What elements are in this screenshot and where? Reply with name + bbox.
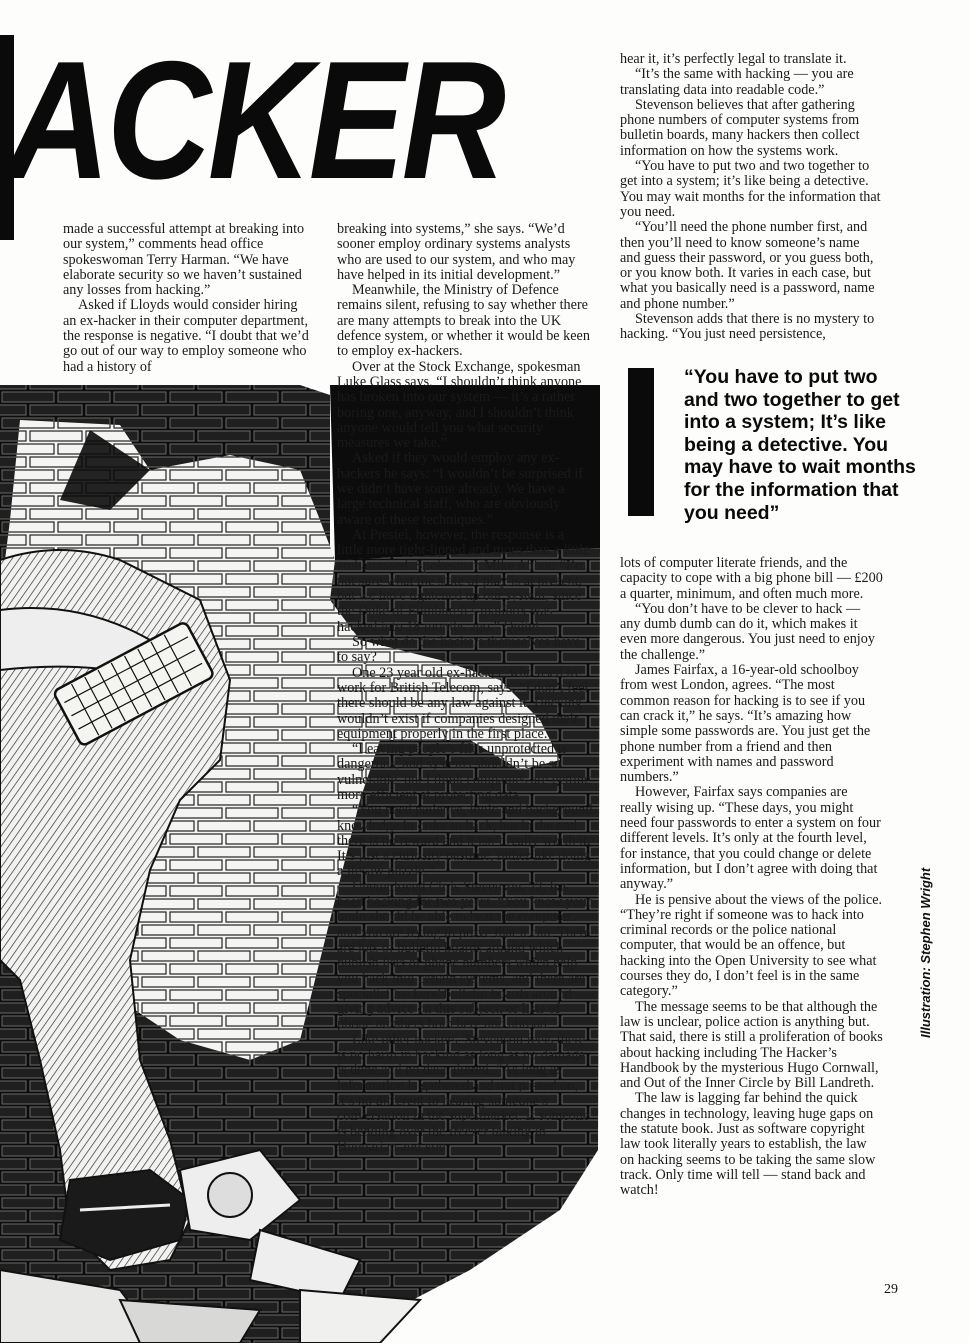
paragraph: “You need patience, logic and background knowledge in order to hack, but in the end there is no reward and it isn’t really worth it. It’s just a curiosity pastime, rather like doing a jigsaw puzzle.”: [337, 802, 593, 880]
article-column-2: [337, 222, 593, 1155]
paragraph: Stevenson adds that there is no mystery to hacking. “You just need persistence,: [620, 311, 875, 343]
paragraph: Meanwhile, the Ministry of Defence remains silent, refusing to say whether there are many attempts to break into the UK defence system, or whether it would be keen to employ ex-hackers.: [337, 282, 590, 360]
paragraph: One 23 year old ex-hacker, who used to work for British Telecom, says: “I don’t feel there should be any law against it. Hacking wouldn’t exist if companies designed their equipment properly in the first place.: [337, 664, 589, 742]
paragraph: He is pensive about the views of the police. “They’re right if someone was to hack into criminal records or the police national computer, that would be an offence, but hacking into the Open University to see what courses they do, I don’t feel is in the same category.”: [620, 891, 883, 1000]
paragraph: “You have to put two and two together to get into a system; it’s like being a detective. You may wait months for the information that you need.: [620, 158, 881, 220]
paragraph: So what do the hackers themselves have to say?: [337, 634, 581, 666]
paragraph: Like other hackers, Stevenson feels there is no harm in hacking as long as no damage is done and no data altered. “As long as information is gathered and not passed on, it’s no different to hearing someone’s conversation in the supermarket. If someone is bending over the freezer talking in Hungarian and you: [337, 1031, 590, 1155]
paragraph: lots of computer literate friends, and the capacity to cope with a big phone bill — £200 a quarter, minimum, and often much more.: [620, 555, 883, 602]
pull-quote: [620, 360, 916, 550]
paragraph: hear it, it’s perfectly legal to translate it.: [620, 51, 847, 67]
paragraph: Asked if they would employ any ex-hackers he says: “I wouldn’t be surprised if we didn’t have some already. We have a large technical staff, who are obviously aware of these techniques.”: [337, 450, 583, 528]
paragraph: Unemployed Chris Stevenson, 22, has been hacking for two years. “You know your brain should be able to beat the computer and you are trying to prove that it can. There are lots of bulletin boards around which publish lists of phone numbers which help you hack into certain systems, and there are specialist hackers’ bulletin boards around giving advice on this subject, or lists of phone numbers both here and abroad.”: [337, 878, 592, 1033]
paragraph: At Prestel, however, the response is a little more tight-lipped and more than a little embarrassed. Spokesman Mike Abbot: “I’m not sure what the state of play is at present, but we have tightened up our system, since the Duke of Edinburgh’s mailbox was hacked into 18 months ago.” Quite!: [337, 526, 590, 635]
pull-quote-bar: [628, 368, 654, 516]
paragraph: Asked if Lloyds would consider hiring an ex-hacker in their computer department, the response is negative. “I doubt that we’d go out of our way to employ someone who had a history of: [63, 297, 309, 375]
illustration-credit: Illustration: Stephen Wright: [918, 867, 933, 1038]
paragraph: “You don’t have to be clever to hack — any dumb dumb can do it, which makes it even more dangerous. You just need to enjoy the challenge.”: [620, 600, 875, 663]
article-column-1: [63, 222, 310, 375]
paragraph: James Fairfax, a 16-year-old schoolboy from west London, agrees. “The most common reason for hacking is to see if you can crack it,” he says. “It’s amazing how simple some passwords are. You just get the phone number from a friend and then experiment with names and password numbers.”: [620, 662, 871, 786]
paragraph: made a successful attempt at breaking into our system,” comments head office spokeswoman Terry Harman. “We have elaborate security so we haven’t sustained any losses from hacking.”: [63, 221, 305, 299]
paragraph: The message seems to be that although the law is unclear, police action is anything but. That said, there is still a proliferation of books about hacking including The Hacker’s Handbook by the mysterious Hugo Cornwall, and Out of the Inner Circle by Bill Landreth.: [620, 998, 883, 1092]
paragraph: However, Fairfax says companies are really wising up. “These days, you might need four passwords to enter a system on four different levels. It’s only at the fourth level, for instance, that you could change or delete information, but I don’t agree with doing that anyway.”: [620, 784, 881, 893]
pull-quote-text: “You have to put two and two together to get into a system; It’s like being a detective. You may have to wait months for the information that you need”: [684, 366, 916, 524]
paragraph: breaking into systems,” she says. “We’d sooner employ ordinary systems analysts who are used to our system, and who may have helped in its initial development.”: [337, 221, 576, 283]
paragraph: “It’s the same with hacking — you are translating data into readable code.”: [620, 66, 854, 98]
article-column-3-bottom: [620, 556, 883, 1198]
page-number: 29: [884, 1282, 898, 1297]
paragraph: “You’ll need the phone number first, and then you’ll need to know someone’s name and guess their password, or you guess both, or you know both. It varies in each case, but what you basically need is a password, name and phone number.”: [620, 219, 875, 312]
paragraph: “Leaving people’s files unprotected is dangerous, and systems shouldn’t be so vulnerable, but I think companies are getting more efficient at protecting data.: [337, 741, 592, 803]
article-column-3-top: [620, 52, 883, 343]
headline: ACKER: [6, 26, 503, 214]
paragraph: Over at the Stock Exchange, spokesman Luke Glass says, “I shouldn’t think anyone has broken into our system — it’s a rather boring one, anyway, and I shouldn’t think anyone would tell you what security measures we take.”: [337, 358, 582, 452]
paragraph: Stevenson believes that after gathering phone numbers of computer systems from bulletin boards, many hackers then collect information on how the systems work.: [620, 96, 860, 159]
paragraph: The law is lagging far behind the quick changes in technology, leaving huge gaps on the statute book. Just as software copyright law took literally years to establish, the law on hacking seems to be taking the same slow track. Only time will tell — stand back and watch!: [620, 1090, 876, 1199]
